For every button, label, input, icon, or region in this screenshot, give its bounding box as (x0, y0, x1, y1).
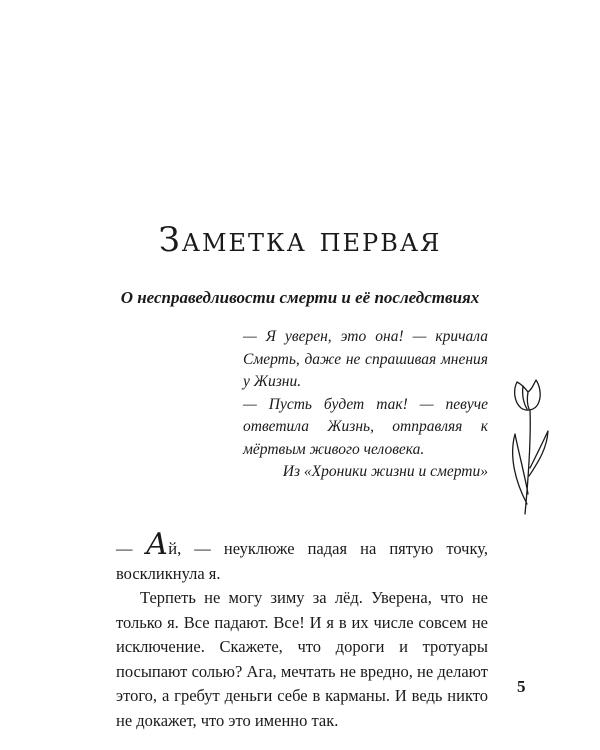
paragraph: Терпеть не могу зиму за лёд. Уверена, что не только я. Все падают. Все! И я в их числе совсем не исключение. Скажете, что дороги и тротуары посыпают солью? Ага, мечтать не вредно, не делают этого, а гребут деньги себе в карманы. И ведь никто не докажет, что это именно так. (116, 588, 488, 730)
paragraph (116, 527, 488, 586)
body-text (116, 527, 488, 733)
epigraph-line: — Пусть будет так! — певуче ответила Жизнь, отправляя к мёртвым живого человека. (243, 395, 488, 458)
dialogue-dash: — (116, 539, 133, 558)
tulip-illustration-icon (503, 376, 553, 516)
dropcap: А (145, 527, 169, 562)
epigraph-line: — Я уверен, это она! — кричала Смерть, даже не спрашивая мнения у Жизни. (243, 328, 488, 390)
chapter-subtitle: О несправедливости смерти и её последствиях (120, 288, 480, 307)
epigraph-source: Из «Хроники жизни и смерти» (282, 463, 488, 480)
epigraph (243, 326, 488, 484)
page-number: 5 (517, 677, 526, 696)
chapter-title: Заметка первая (158, 220, 442, 260)
paragraph-text: й, — неуклюже падая на пятую точку, воскликнула я. (116, 539, 488, 583)
